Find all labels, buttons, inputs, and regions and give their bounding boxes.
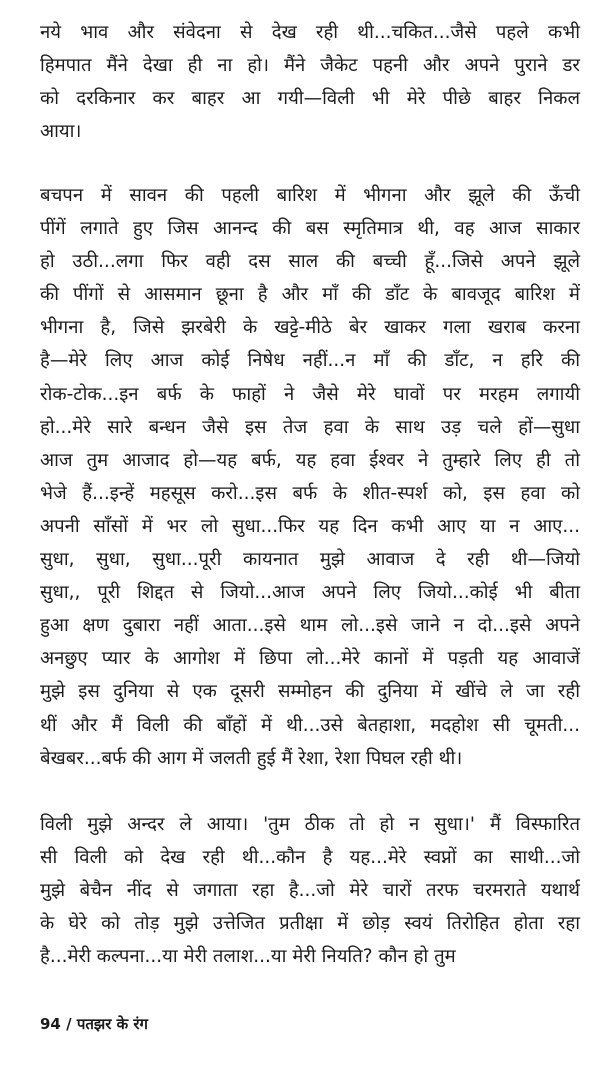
text-line: हिमपात मैंने देखा ही ना हो। मैंने जैकेट पहनी और अपने पुराने डर [40,55,580,77]
text-line: थीं और मैं विली की बाँहों में थी...उसे बेतहाशा, मदहोश सी चूमती... [40,714,580,736]
text-line: अपनी साँसों में भर लो सुधा...फिर यह दिन कभी आए या न आए... [40,515,580,537]
text-line: की पींगों से आसमान छूना है और माँ की डाँट के बावजूद बारिश में [40,284,580,306]
text-line: विली मुझे अन्दर ले आया। 'तुम ठीक तो हो न सुधा।' मैं विस्फारित [40,814,580,835]
text-line: नये भाव और संवेदना से देख रही थी...चकित...जैसे पहले कभी [40,22,580,43]
paragraph-2 [40,179,580,775]
text-line: हो...मेरे सारे बन्धन जैसे इस तेज हवा के साथ उड़ चले हों—सुधा [40,416,580,438]
text-line: आज तुम आजाद हो—यह बर्फ, यह हवा ईश्वर ने तुम्हारे लिए ही तो [40,449,580,471]
text-line: पींगें लगाते हुए जिस आनन्द की बस स्मृतिमात्र थी, वह आज साकार [40,218,580,240]
text-line: है...मेरी कल्पना...या मेरी तलाश...या मेरी नियति? कौन हो तुम [40,946,456,968]
text-line: सुधा, सुधा, सुधा...पूरी कायनात मुझे आवाज दे रही थी—जियो [40,549,580,571]
text-line: मुझे बेचैन नींद से जगाता रहा है...जो मेरे चारों तरफ चरमराते यथार्थ [40,880,580,902]
text-line: सुधा,, पूरी शिद्दत से जियो...आज अपने लिए जियो...कोई भी बीता [40,582,580,604]
text-line: आया। [40,121,82,143]
page-number: 94 [40,1015,61,1033]
text-line: रोक-टोक...इन बर्फ के फाहों ने जैसे मेरे घावों पर मरहम लगायी [40,383,580,405]
text-line: है—मेरे लिए आज कोई निषेध नहीं...न माँ की डाँट, न हरि की [40,350,580,372]
paragraph-3 [40,808,580,973]
text-line: के घेरे को तोड़ मुझे उत्तेजित प्रतीक्षा में छोड़ स्वयं तिरोहित होता रहा [40,913,580,935]
text-line: हुआ क्षण दुबारा नहीं आता...इसे थाम लो...इसे जाने न दो...इसे अपने [40,615,580,637]
text-line: हो उठी...लगा फिर वही दस साल की बच्ची हूँ...जिसे अपने झूले [40,251,580,273]
text-line: भेजे हैं...इन्हें महसूस करो...इस बर्फ के शीत-स्पर्श को, इस हवा को [40,482,580,504]
text-line: बेखबर...बर्फ की आग में जलती हुई मैं रेशा, रेशा पिघल रही थी। [40,747,463,769]
text-line: अनछुए प्यार के आगोश में छिपा लो...मेरे कानों में पड़ती यह आवाजें [40,648,580,670]
text-line: मुझे इस दुनिया से एक दूसरी सम्मोहन की दुनिया में खींचे ले जा रही [40,681,580,703]
page-footer [40,1014,148,1034]
text-line: भीगना है, जिसे झरबेरी के खट्टे-मीठे बेर खाकर गला खराब करना [40,317,580,339]
book-title: पतझर के रंग [76,1015,148,1033]
text-line: सी विली को देख रही थी...कौन है यह...मेरे स्वप्नों का साथी...जो [40,847,580,869]
text-line: बचपन में सावन की पहली बारिश में भीगना और झूले की ऊँची [40,185,580,206]
footer-separator: / [60,1015,77,1033]
text-line: को दरकिनार कर बाहर आ गयी—विली भी मेरे पीछे बाहर निकल [40,88,580,110]
paragraph-1 [40,16,580,148]
